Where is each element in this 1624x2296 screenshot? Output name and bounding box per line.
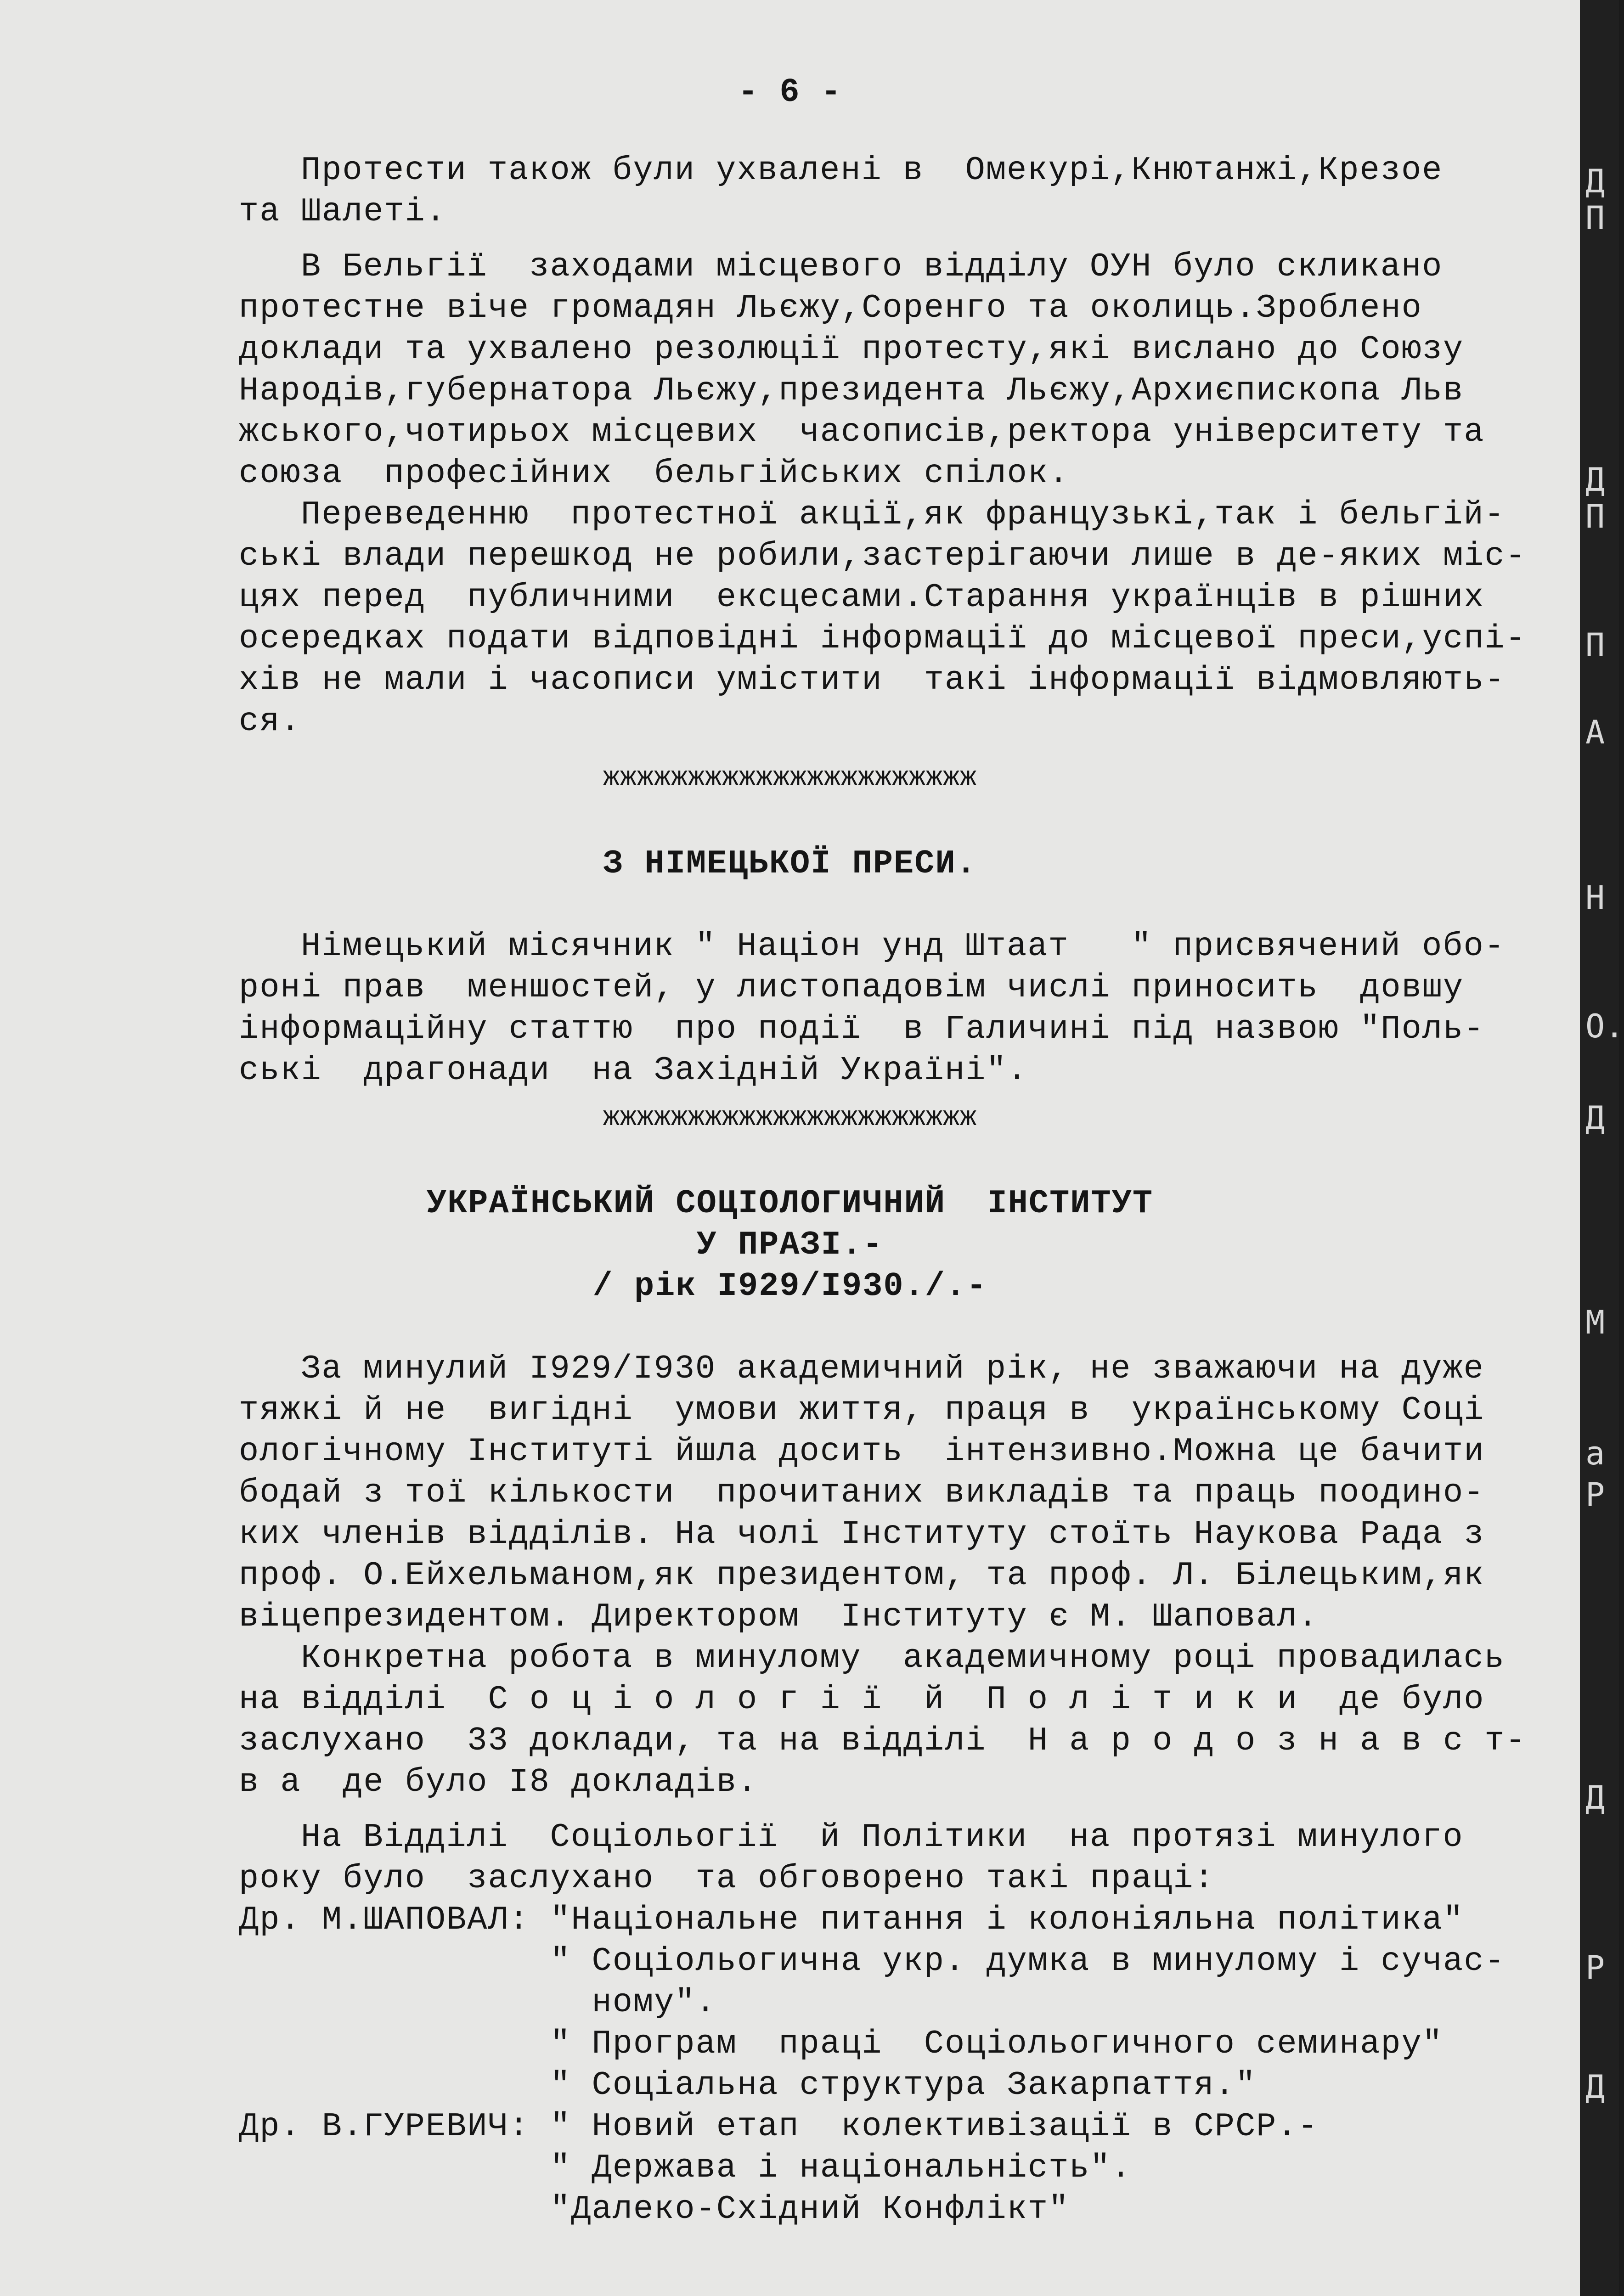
- works-line: ному".: [239, 1984, 716, 2021]
- text-line: На Відділі Соціольогії й Політики на протязі минулого: [301, 1818, 1464, 1856]
- adjacent-page-edge: [1580, 0, 1624, 2296]
- text-line: цях перед публичними ексцесами.Старання українців в рішних: [239, 579, 1485, 616]
- section-heading: / рік І929/І930./.-: [592, 1267, 987, 1305]
- edge-fragment: П: [1585, 626, 1605, 664]
- text-line: та Шалеті.: [239, 193, 447, 231]
- edge-fragment: Д: [1585, 163, 1605, 200]
- edge-fragment: П: [1585, 498, 1605, 535]
- separator-line: жжжжжжжжжжжжжжжжжжжжжж: [603, 763, 977, 794]
- section-heading: УКРАЇНСЬКИЙ СОЦІОЛОГИЧНИЙ ІНСТИТУТ: [426, 1185, 1154, 1222]
- edge-fragment: а: [1585, 1435, 1605, 1472]
- text-line: союза професійних бельгійських спілок.: [239, 455, 1070, 492]
- text-line: роні прав меншостей, у листопадовім числі приносить довшу: [239, 969, 1464, 1007]
- text-line: в а де було І8 докладів.: [239, 1763, 758, 1801]
- text-line: року було заслухано та обговорено такі праці:: [239, 1860, 1215, 1897]
- text-line: В Бельгії заходами місцевого відділу ОУН було скликано: [301, 248, 1443, 286]
- text-line: хів не мали і часописи умістити такі інформації відмовляють-: [239, 661, 1506, 699]
- edge-fragment: Д: [1585, 1099, 1605, 1137]
- edge-fragment: Р: [1585, 1476, 1605, 1514]
- text-line: протестне віче громадян Льєжу,Соренго та околиць.Зроблено: [239, 289, 1422, 327]
- edge-fragment: П: [1585, 199, 1605, 237]
- works-line: Др. В.ГУРЕВИЧ: " Новий етап колективізації в СРСР.-: [239, 2108, 1319, 2145]
- text-line: жського,чотирьох місцевих часописів,ректора університету та: [239, 413, 1485, 451]
- edge-fragment: Н: [1585, 879, 1605, 917]
- text-line: Народів,губернатора Льєжу,президента Льєжу,Архиєпископа Льв: [239, 372, 1464, 410]
- text-line: заслухано 33 доклади, та на відділі Н а р о д о з н а в с т-: [239, 1722, 1526, 1760]
- edge-fragment: М: [1585, 1304, 1605, 1341]
- section-heading: З НІМЕЦЬКОЇ ПРЕСИ.: [603, 845, 977, 883]
- text-line: проф. О.Ейхельманом,як президентом, та проф. Л. Білецьким,як: [239, 1557, 1485, 1594]
- page-number: - 6 -: [738, 73, 842, 111]
- text-line: Переведенню протестної акції,як французькі,так і бельгій-: [301, 496, 1506, 534]
- separator-line: жжжжжжжжжжжжжжжжжжжжжж: [603, 1103, 977, 1134]
- works-line: Др. М.ШАПОВАЛ: "Національне питання і колоніяльна політика": [239, 1901, 1464, 1939]
- text-line: За минулий І929/І930 академичний рік, не зважаючи на дуже: [301, 1350, 1484, 1388]
- edge-fragment: А: [1585, 714, 1605, 751]
- text-line: осередках подати відповідні інформації до місцевої преси,успі-: [239, 620, 1526, 658]
- edge-fragment: Р: [1585, 1949, 1605, 1986]
- works-line: " Держава і національність".: [239, 2149, 1132, 2187]
- text-line: на відділі С о ц і о л о г і ї й П о л і т и к и де було: [239, 1681, 1485, 1718]
- works-line: " Програм праці Соціольогичного семинару": [239, 2025, 1444, 2063]
- works-line: " Соціольогична укр. думка в минулому і сучас-: [239, 1942, 1506, 1980]
- works-line: "Далеко-Східний Конфлікт": [239, 2190, 1070, 2228]
- text-line: віцепрезидентом. Директором Інституту є М. Шаповал.: [239, 1598, 1319, 1636]
- edge-fragment: Д: [1585, 1779, 1605, 1817]
- text-line: інформаційну статтю про події в Галичині під назвою "Поль-: [239, 1010, 1485, 1048]
- works-line: " Соціальна структура Закарпаття.": [239, 2066, 1257, 2104]
- text-line: Німецький місячник " Націон унд Штаат " присвячений обо-: [301, 928, 1506, 965]
- text-line: тяжкі й не вигідні умови життя, праця в українському Соці: [239, 1391, 1485, 1429]
- text-line: доклади та ухвалено резолюції протесту,які вислано до Союзу: [239, 331, 1464, 368]
- text-line: Протести також були ухвалені в Омекурі,Кнютанжі,Крезое: [301, 152, 1443, 189]
- text-line: Конкретна робота в минулому академичному році провадилась: [301, 1639, 1506, 1677]
- edge-fragment: Д: [1585, 2068, 1605, 2106]
- text-line: бодай з тої кількости прочитаних викладів та праць поодино-: [239, 1474, 1485, 1512]
- text-line: ся.: [239, 703, 301, 740]
- text-line: ські влади перешкод не робили,застерігаючи лише в де-яких міс-: [239, 537, 1526, 575]
- section-heading: У ПРАЗІ.-: [696, 1226, 884, 1264]
- edge-fragment: Д: [1585, 461, 1605, 499]
- text-line: ські драгонади на Західній Україні".: [239, 1052, 1028, 1089]
- edge-fragment: О.: [1585, 1007, 1624, 1045]
- text-line: ологічному Інституті йшла досить інтензивно.Можна це бачити: [239, 1433, 1485, 1470]
- text-line: ких членів відділів. На чолі Інституту стоїть Наукова Рада з: [239, 1515, 1485, 1553]
